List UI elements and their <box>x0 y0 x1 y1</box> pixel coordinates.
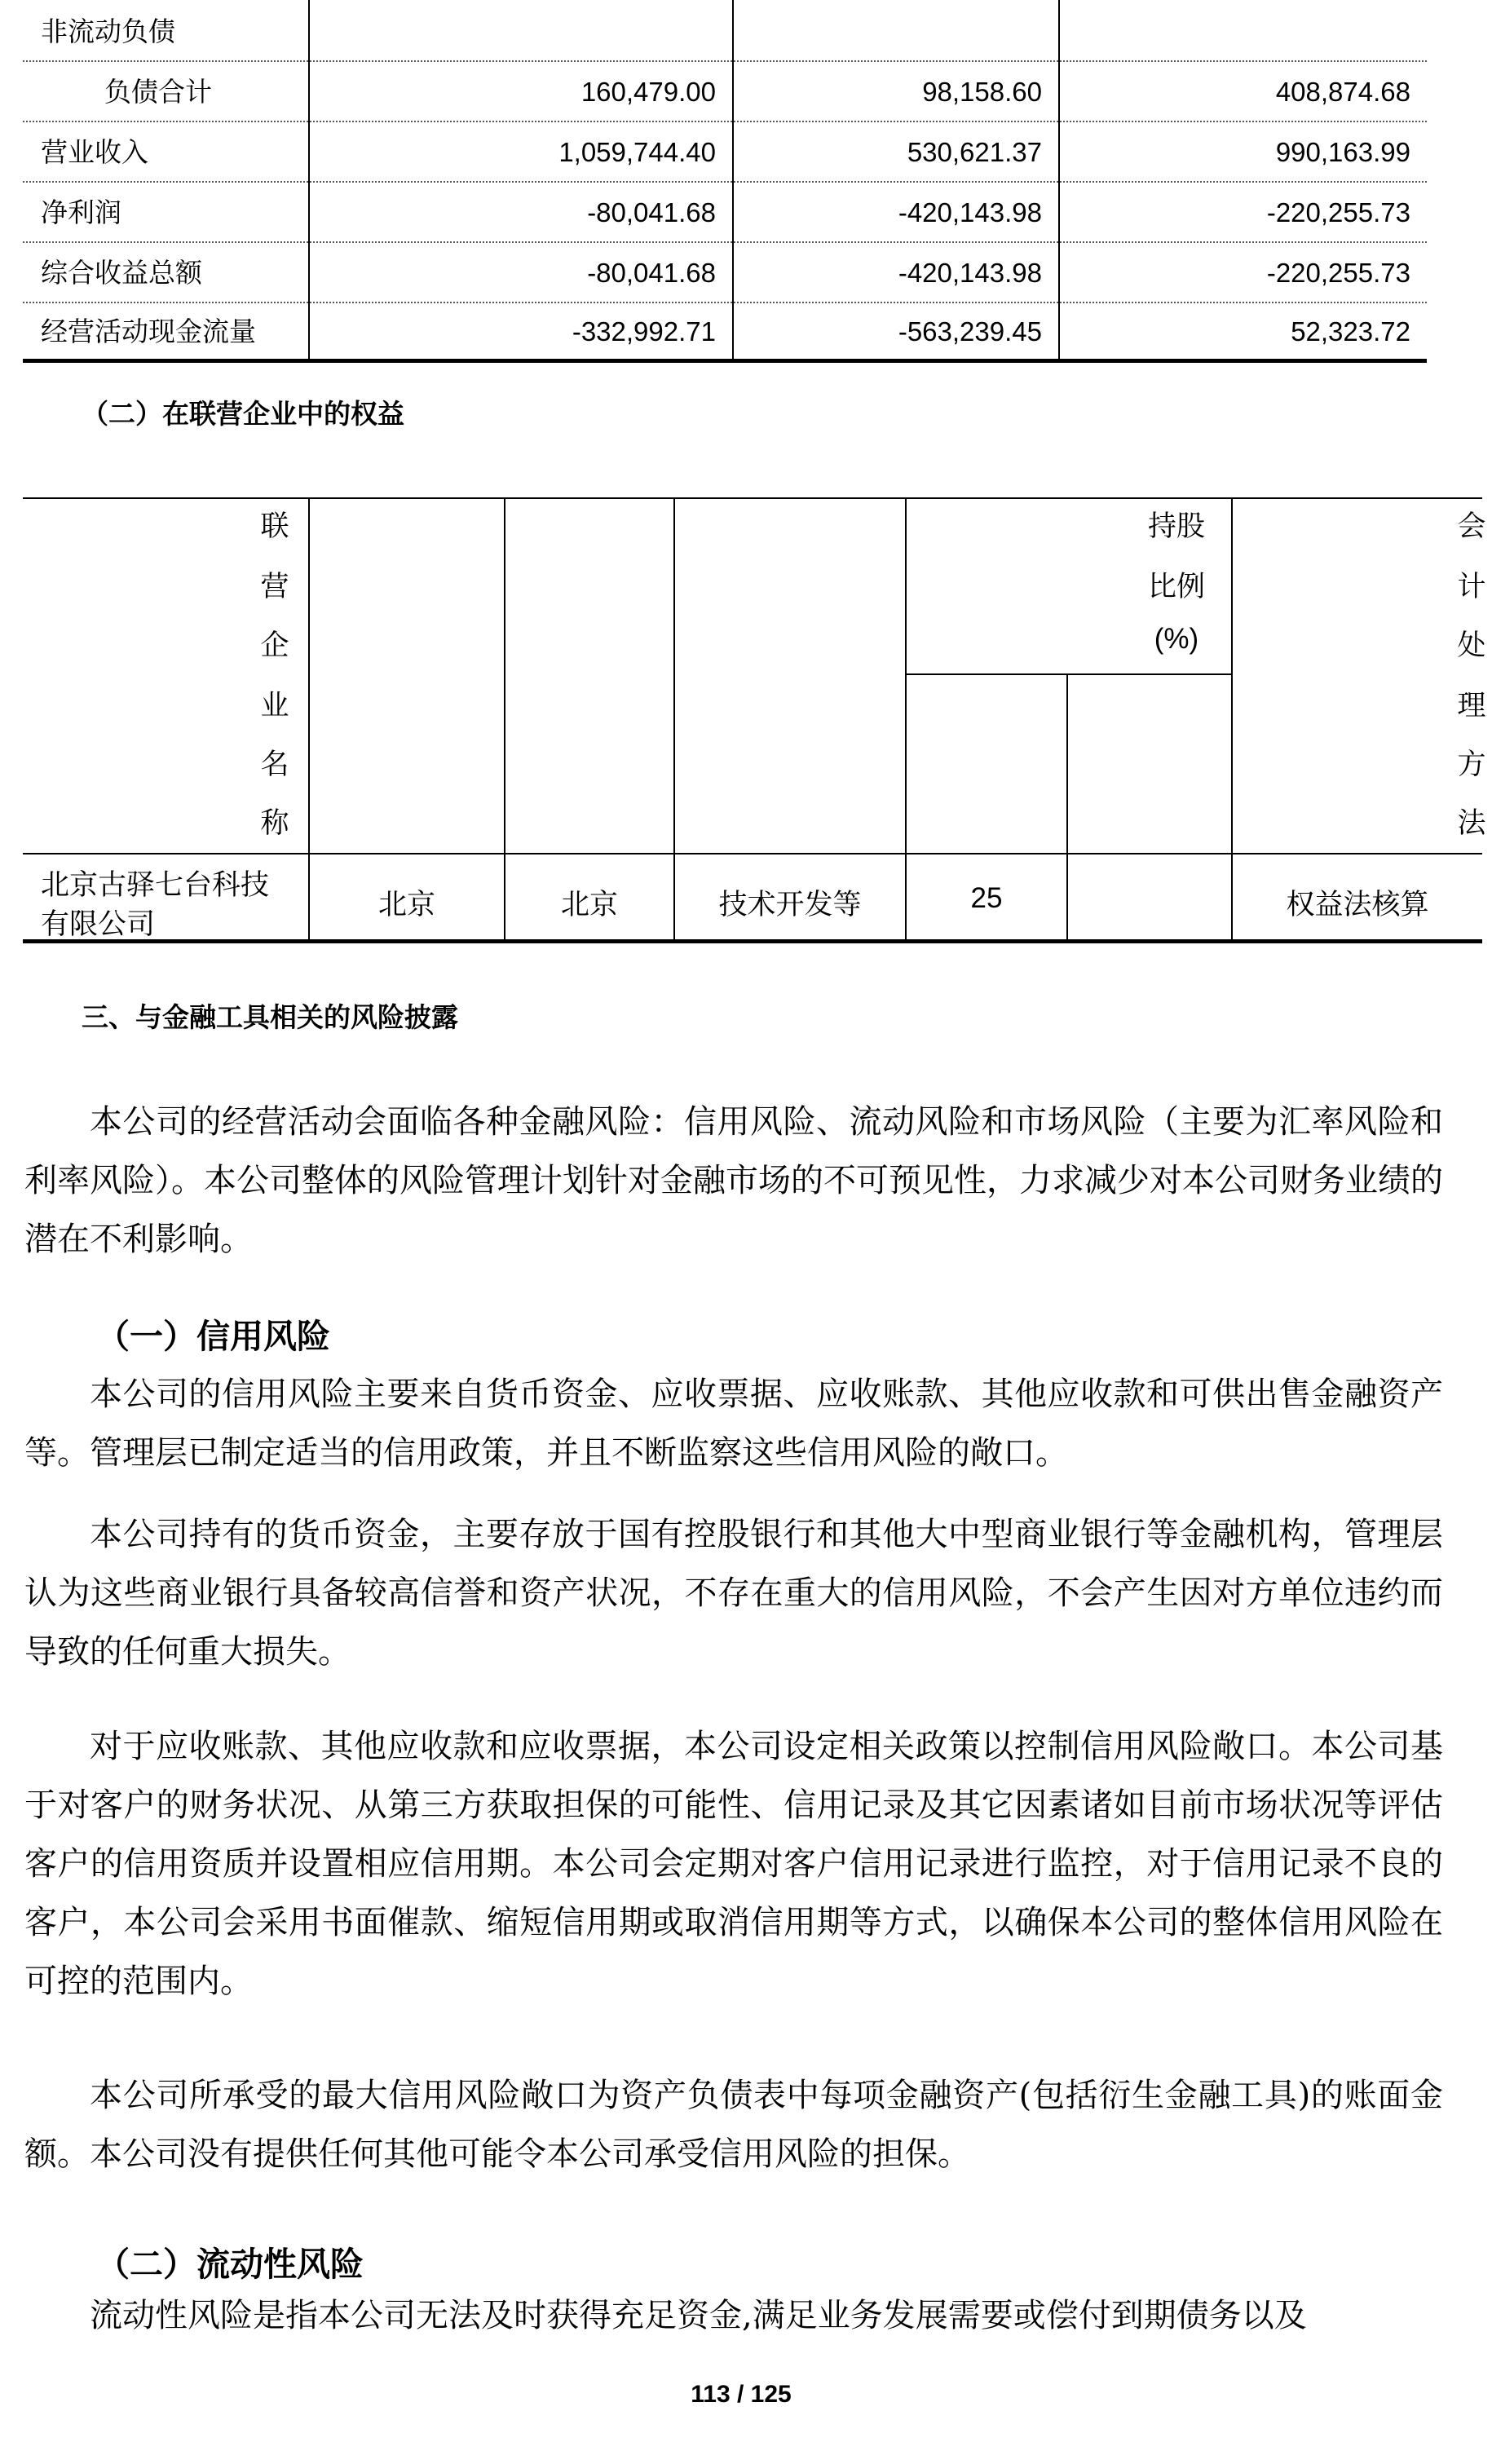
table-cell: 408,874.68 <box>1275 77 1410 107</box>
header-char: 计 <box>1457 571 1486 603</box>
table2-col-divider <box>504 497 505 941</box>
table-cell: -220,255.73 <box>1266 258 1410 288</box>
table-row-label: 经营活动现金流量 <box>41 316 256 347</box>
table-cell: 98,158.60 <box>922 77 1042 107</box>
table1-row-divider <box>23 181 1427 183</box>
table2-col-divider <box>1066 673 1068 941</box>
table1-col-divider <box>308 0 310 360</box>
header-char: 处 <box>1457 629 1486 661</box>
header-char: 方 <box>1457 748 1486 780</box>
table2-share-divider <box>905 673 1231 675</box>
header-char: 理 <box>1457 690 1486 722</box>
associate-location: 北京 <box>377 889 435 921</box>
table-cell: -420,143.98 <box>898 197 1042 227</box>
header-char: 称 <box>260 807 289 839</box>
table-row-label: 营业收入 <box>41 137 148 167</box>
table1-row-divider <box>23 121 1427 122</box>
table-row-label: 综合收益总额 <box>41 258 202 288</box>
table-cell: -563,239.45 <box>898 316 1042 347</box>
table2-bottom-border <box>23 939 1482 943</box>
header-method-clipped <box>1451 497 1486 853</box>
table-cell: -332,992.71 <box>572 316 716 347</box>
associate-direct-share: 25 <box>970 882 1003 914</box>
paragraph: 本公司持有的货币资金，主要存放于国有控股银行和其他大中型商业银行等金融机构，管理层认为这些商业银行具备较高信誉和资产状况，不存在重大的信用风险，不会产生因对方单位违约而导致的任何重大损失。 <box>24 1516 1443 1671</box>
header-char: 业 <box>260 690 289 722</box>
table1-bottom-border <box>23 359 1427 363</box>
header-char: 法 <box>1457 807 1486 839</box>
table-cell: -420,143.98 <box>898 258 1042 288</box>
table-cell: -80,041.68 <box>587 258 716 288</box>
table2-header-divider <box>23 853 1482 854</box>
table-cell: 530,621.37 <box>907 137 1042 167</box>
table2-col-divider <box>905 497 907 941</box>
header-char: 营 <box>260 571 289 603</box>
table-cell: 160,479.00 <box>580 77 716 107</box>
table-cell: 52,323.72 <box>1291 316 1410 347</box>
table1-row-divider <box>23 302 1427 303</box>
table2-col-divider <box>1231 497 1233 941</box>
header-char: 名 <box>260 748 289 780</box>
table-cell: -220,255.73 <box>1266 197 1410 227</box>
paragraph: 对于应收账款、其他应收款和应收票据，本公司设定相关政策以控制信用风险敞口。本公司基于对客户的财务状况、从第三方获取担保的可能性、信用记录及其它因素诸如目前市场状况等评估客户的信用资质并设置相应信用期。本公司会定期对客户信用记录进行监控，对于信用记录不良的客户，本公司会采用书面催款、缩短信用期或取消信用期等方式，以确保本公司的整体信用风险在可控的范围内。 <box>24 1728 1443 2000</box>
table2-top-border <box>23 497 1482 499</box>
table1-col-divider <box>732 0 734 360</box>
subsection-title: （二）流动性风险 <box>96 2245 364 2284</box>
table-row-label: 负债合计 <box>104 77 212 107</box>
associate-registered-place: 北京 <box>560 889 618 921</box>
table-cell: 990,163.99 <box>1275 137 1410 167</box>
table2-col-divider <box>673 497 675 941</box>
header-share-line: 持股 <box>1147 510 1205 542</box>
table-row-label: 净利润 <box>41 197 121 227</box>
header-char: 会 <box>1457 510 1486 542</box>
section-title: 三、与金融工具相关的风险披露 <box>82 1001 458 1033</box>
table-cell: 1,059,744.40 <box>558 137 716 167</box>
paragraph: 本公司所承受的最大信用风险敞口为资产负债表中每项金融资产(包括衍生金融工具)的账面金额。本公司没有提供任何其他可能令本公司承受信用风险的担保。 <box>24 2077 1443 2173</box>
header-share-line: 比例 <box>1147 571 1205 603</box>
associate-business: 技术开发等 <box>718 889 862 921</box>
table1-row-divider <box>23 241 1427 243</box>
table2-col-divider <box>308 497 310 941</box>
paragraph: 流动性风险是指本公司无法及时获得充足资金,满足业务发展需要或偿付到期债务以及 <box>90 2297 1307 2334</box>
page-number: 113 / 125 <box>691 2381 792 2408</box>
subsection-title: （一）信用风险 <box>96 1317 330 1356</box>
header-char: 企 <box>260 629 289 661</box>
table1-row-divider <box>23 60 1427 62</box>
header-char: 联 <box>260 510 289 542</box>
paragraph: 本公司的信用风险主要来自货币资金、应收票据、应收账款、其他应收款和可供出售金融资产等。管理层已制定适当的信用政策，并且不断监察这些信用风险的敞口。 <box>24 1376 1443 1472</box>
section-title: （二）在联营企业中的权益 <box>82 398 404 430</box>
table1-col-divider <box>1058 0 1060 360</box>
table-cell: -80,041.68 <box>587 197 716 227</box>
associate-name-line2: 有限公司 <box>41 908 156 940</box>
paragraph: 本公司的经营活动会面临各种金融风险：信用风险、流动风险和市场风险（主要为汇率风险和利率风险）。本公司整体的风险管理计划针对金融市场的不可预见性，力求减少对本公司财务业绩的潜在不利影响。 <box>24 1103 1443 1258</box>
associate-accounting-method: 权益法核算 <box>1286 889 1429 921</box>
associate-name-line1: 北京古驿七台科技 <box>41 869 270 901</box>
header-share-line: (%) <box>1154 623 1199 655</box>
table-row-label: 非流动负债 <box>41 16 175 46</box>
